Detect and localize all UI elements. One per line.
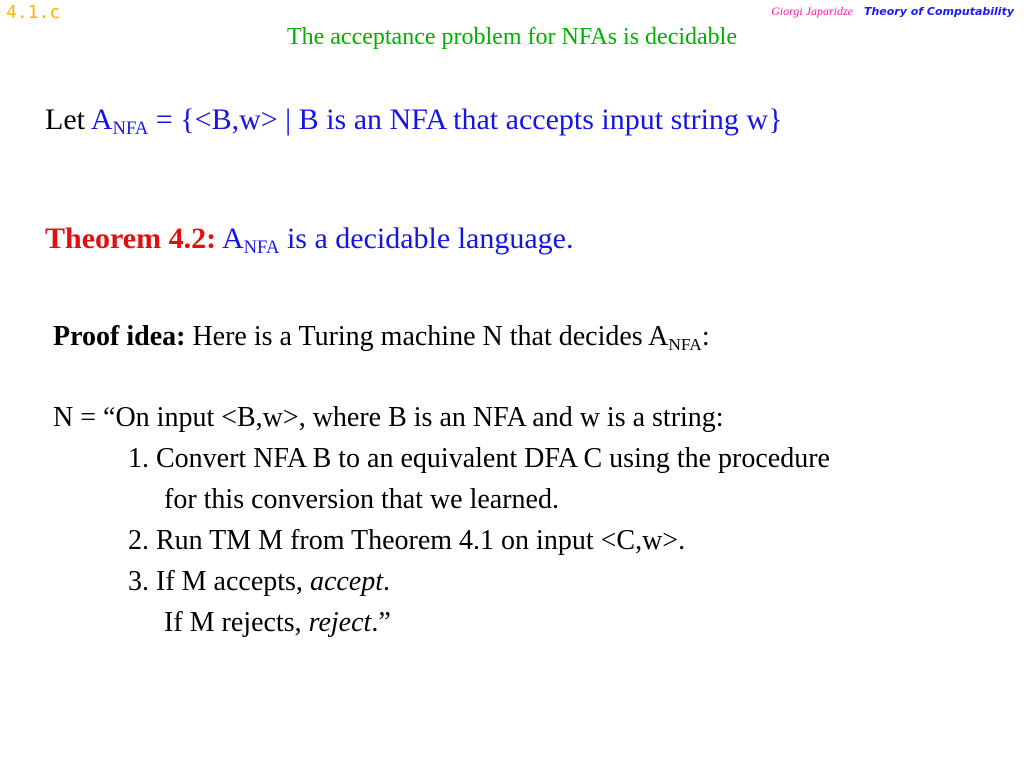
theorem-subscript: NFA bbox=[243, 237, 280, 259]
theorem-line bbox=[45, 222, 574, 259]
theorem-statement bbox=[221, 222, 574, 259]
proof-block bbox=[53, 316, 830, 643]
step-3-accept: accept bbox=[309, 566, 383, 597]
theorem-symbol: A bbox=[221, 222, 244, 255]
definition-body: = {<B,w> | B is an NFA that accepts input string w} bbox=[148, 103, 783, 136]
definition-formula bbox=[90, 103, 783, 140]
header-credit bbox=[771, 4, 1014, 19]
proof-intro-end: : bbox=[701, 321, 710, 352]
step-3b-text: If M rejects, bbox=[164, 607, 309, 638]
proof-intro-subscript: NFA bbox=[668, 334, 702, 354]
step-1: 1. Convert NFA B to an equivalent DFA C using the procedure bbox=[128, 443, 830, 474]
proof-intro-text: Here is a Turing machine N that decides A bbox=[185, 321, 669, 352]
step-3-continuation bbox=[53, 602, 830, 643]
definition-subscript: NFA bbox=[112, 118, 149, 140]
slide-title: The acceptance problem for NFAs is decidable bbox=[286, 24, 738, 50]
theorem-label: Theorem 4.2: bbox=[45, 222, 217, 255]
header-course: Theory of Computability bbox=[863, 5, 1014, 18]
slide-number: 4.1.c bbox=[6, 2, 61, 23]
theorem-body: is a decidable language. bbox=[279, 222, 574, 255]
step-3b-end: .” bbox=[371, 607, 391, 638]
definition-line bbox=[45, 103, 783, 140]
step-2: 2. Run TM M from Theorem 4.1 on input <C,w>. bbox=[128, 525, 686, 556]
step-1-continuation: for this conversion that we learned. bbox=[164, 484, 559, 515]
definition-prefix: Let bbox=[45, 103, 85, 136]
machine-line: N = “On input <B,w>, where B is an NFA and w is a string: bbox=[53, 402, 724, 433]
step-3b-reject: reject bbox=[308, 607, 372, 638]
step-3-end: . bbox=[383, 566, 390, 597]
proof-intro bbox=[53, 316, 830, 357]
definition-symbol: A bbox=[90, 103, 113, 136]
proof-spacer bbox=[53, 357, 830, 397]
step-3-text: 3. If M accepts, bbox=[128, 566, 310, 597]
proof-label: Proof idea: bbox=[53, 321, 186, 352]
step-3 bbox=[53, 561, 830, 602]
header-author: Giorgi Japaridze bbox=[771, 4, 853, 18]
